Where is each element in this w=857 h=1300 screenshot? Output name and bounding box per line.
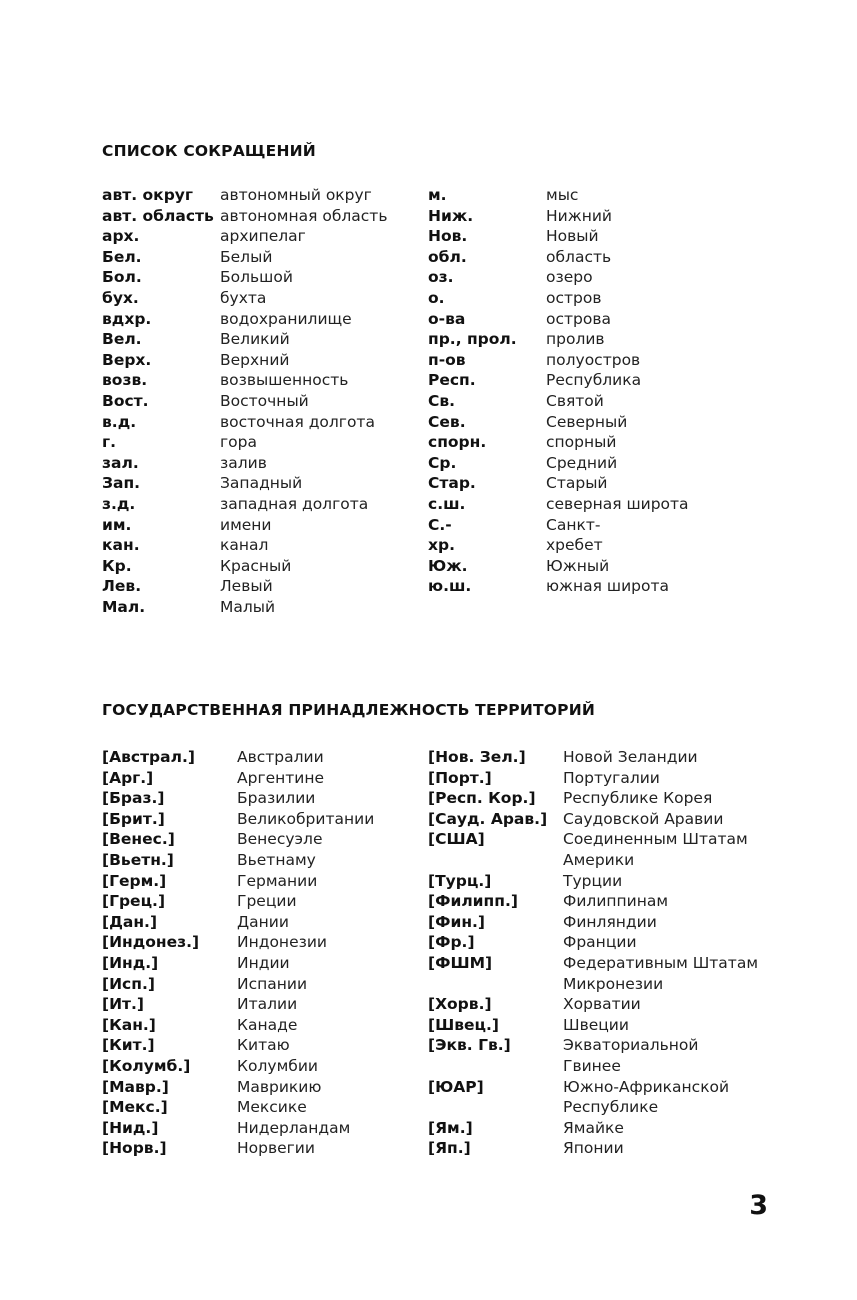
abbreviation-meaning: Экваториальной xyxy=(563,1036,699,1055)
abbreviation-meaning: Японии xyxy=(563,1139,624,1158)
abbreviation-row xyxy=(428,1138,758,1159)
abbreviation-row xyxy=(428,391,728,412)
abbreviation-term: им. xyxy=(102,515,132,534)
abbreviation-row xyxy=(428,432,728,453)
abbreviation-term: Сев. xyxy=(428,412,466,431)
abbreviation-row xyxy=(428,953,758,974)
abbreviation-meaning: остров xyxy=(546,288,602,307)
abbreviation-term: обл. xyxy=(428,247,467,266)
abbreviation-row xyxy=(428,891,758,912)
abbreviation-meaning: Хорватии xyxy=(563,995,641,1014)
abbreviation-term: [Порт.] xyxy=(428,768,492,787)
abbreviation-meaning: Филиппинам xyxy=(563,892,669,911)
abbreviation-meaning: хребет xyxy=(546,536,603,555)
abbreviation-meaning: Венесуэле xyxy=(237,830,323,849)
abbreviation-meaning: Вьетнаму xyxy=(237,850,316,869)
abbreviation-row xyxy=(102,432,402,453)
abbreviation-row xyxy=(428,871,758,892)
abbreviation-term: [Мавр.] xyxy=(102,1077,169,1096)
abbreviation-meaning: Греции xyxy=(237,892,297,911)
abbreviation-row xyxy=(102,412,402,433)
abbreviation-row xyxy=(102,309,402,330)
abbreviation-meaning: Гвинее xyxy=(563,1056,621,1075)
abbreviation-row xyxy=(102,494,402,515)
abbreviation-row xyxy=(428,288,728,309)
abbreviation-meaning: Турции xyxy=(563,871,623,890)
abbreviation-term: [Швец.] xyxy=(428,1015,500,1034)
abbreviation-row xyxy=(428,267,728,288)
abbreviation-term: [Норв.] xyxy=(102,1139,167,1158)
abbreviation-meaning: Красный xyxy=(220,556,292,575)
abbreviation-row xyxy=(102,288,402,309)
abbreviation-row xyxy=(428,556,728,577)
abbreviation-meaning: Китаю xyxy=(237,1036,290,1055)
abbreviation-row xyxy=(428,535,728,556)
abbreviation-row xyxy=(428,370,728,391)
abbreviation-term: Юж. xyxy=(428,556,468,575)
abbreviation-term: Св. xyxy=(428,391,456,410)
abbreviation-meaning: Республика xyxy=(546,371,642,390)
abbreviation-row xyxy=(428,1035,758,1056)
abbreviation-meaning: Микронезии xyxy=(563,974,664,993)
abbreviation-row xyxy=(102,1035,402,1056)
abbreviation-term: [Дан.] xyxy=(102,912,158,931)
abbreviation-meaning: Германии xyxy=(237,871,318,890)
abbreviation-row xyxy=(102,1118,402,1139)
abbreviation-term: м. xyxy=(428,186,447,204)
abbreviation-row xyxy=(428,912,758,933)
abbreviation-term: [Австрал.] xyxy=(102,748,195,766)
abbreviation-row xyxy=(102,1138,402,1159)
abbreviation-term: п-ов xyxy=(428,350,466,369)
abbreviation-meaning: Австралии xyxy=(237,748,324,766)
abbreviation-row xyxy=(428,515,728,536)
abbreviation-meaning: Левый xyxy=(220,577,273,596)
abbreviation-meaning: северная широта xyxy=(546,494,689,513)
abbreviation-term: [Колумб.] xyxy=(102,1056,191,1075)
abbreviation-meaning: Бразилии xyxy=(237,789,316,808)
abbreviation-row xyxy=(428,1056,758,1077)
abbreviation-meaning: Новой Зеландии xyxy=(563,748,698,766)
abbreviation-term: [Грец.] xyxy=(102,892,166,911)
abbreviation-row xyxy=(428,1118,758,1139)
abbreviation-row xyxy=(428,206,728,227)
territories-right-column xyxy=(428,747,758,1159)
abbreviation-row xyxy=(102,515,402,536)
abbreviation-term: Лев. xyxy=(102,577,142,596)
abbreviation-meaning: архипелаг xyxy=(220,227,306,246)
abbreviation-row xyxy=(428,768,758,789)
abbreviation-row xyxy=(102,891,402,912)
abbreviation-term: [Экв. Гв.] xyxy=(428,1036,511,1055)
abbreviation-meaning: полуостров xyxy=(546,350,641,369)
abbreviation-term: Нов. xyxy=(428,227,468,246)
abbreviation-row xyxy=(102,809,402,830)
abbreviation-meaning: Большой xyxy=(220,268,293,287)
abbreviation-row xyxy=(428,473,728,494)
abbreviation-row xyxy=(428,412,728,433)
abbreviation-meaning: Малый xyxy=(220,597,276,616)
abbreviation-term: бух. xyxy=(102,288,139,307)
abbreviation-term: Ср. xyxy=(428,453,457,472)
abbreviation-term: [США] xyxy=(428,830,485,849)
abbreviation-meaning: пролив xyxy=(546,330,605,349)
abbreviation-meaning: Франции xyxy=(563,933,637,952)
abbreviation-row xyxy=(102,453,402,474)
abbreviation-meaning: восточная долгота xyxy=(220,412,375,431)
abbreviation-row xyxy=(428,994,758,1015)
abbreviation-term: арх. xyxy=(102,227,140,246)
abbreviation-row xyxy=(102,768,402,789)
section-title-abbreviations: СПИСОК СОКРАЩЕНИЙ xyxy=(102,142,316,160)
abbreviation-meaning: Индонезии xyxy=(237,933,327,952)
abbreviation-term: [Нид.] xyxy=(102,1118,159,1137)
abbreviation-meaning: мыс xyxy=(546,186,579,204)
abbreviation-term: о. xyxy=(428,288,445,307)
abbreviation-meaning: Нижний xyxy=(546,206,612,225)
abbreviation-row xyxy=(102,267,402,288)
abbreviation-row xyxy=(102,953,402,974)
abbreviation-row xyxy=(428,226,728,247)
abbreviation-meaning: Белый xyxy=(220,247,273,266)
abbreviation-term: [Индонез.] xyxy=(102,933,200,952)
abbreviation-term: [Респ. Кор.] xyxy=(428,789,536,808)
abbreviation-row xyxy=(102,247,402,268)
abbreviation-row xyxy=(102,350,402,371)
abbreviation-row xyxy=(102,850,402,871)
abbreviation-term: возв. xyxy=(102,371,148,390)
abbreviation-meaning: острова xyxy=(546,309,611,328)
abbreviation-meaning: западная долгота xyxy=(220,494,369,513)
abbreviation-meaning: гора xyxy=(220,433,257,452)
abbreviation-row xyxy=(428,1097,758,1118)
abbreviation-meaning: Саудовской Аравии xyxy=(563,809,724,828)
abbreviation-term: [Брит.] xyxy=(102,809,165,828)
abbreviation-term: [Сауд. Арав.] xyxy=(428,809,548,828)
abbreviation-term: [Мекс.] xyxy=(102,1098,168,1117)
abbreviation-meaning: Нидерландам xyxy=(237,1118,351,1137)
abbreviation-row xyxy=(102,226,402,247)
abbreviation-row xyxy=(428,576,728,597)
abbreviation-row xyxy=(102,370,402,391)
territories-left-column xyxy=(102,747,402,1159)
abbreviation-row xyxy=(428,1015,758,1036)
abbreviation-term: вдхр. xyxy=(102,309,152,328)
abbreviation-meaning: Южный xyxy=(546,556,610,575)
abbreviation-term: пр., прол. xyxy=(428,330,517,349)
abbreviation-row xyxy=(102,829,402,850)
abbreviation-term: Бол. xyxy=(102,268,142,287)
abbreviation-term: Стар. xyxy=(428,474,476,493)
abbreviation-row xyxy=(102,912,402,933)
abbreviation-meaning: Норвегии xyxy=(237,1139,315,1158)
abbreviation-term: [Венес.] xyxy=(102,830,175,849)
abbreviation-row xyxy=(102,747,402,768)
page-number: 3 xyxy=(749,1190,768,1221)
abbreviation-term: [ФШМ] xyxy=(428,953,493,972)
abbreviation-term: с.ш. xyxy=(428,494,466,513)
abbreviation-meaning: Маврикию xyxy=(237,1077,322,1096)
abbreviation-meaning: Старый xyxy=(546,474,608,493)
abbreviation-meaning: Испании xyxy=(237,974,308,993)
abbreviation-meaning: залив xyxy=(220,453,267,472)
abbreviation-row xyxy=(428,1077,758,1098)
abbreviation-row xyxy=(428,350,728,371)
abbreviation-term: кан. xyxy=(102,536,140,555)
abbreviation-term: [Филипп.] xyxy=(428,892,518,911)
abbreviation-row xyxy=(428,453,728,474)
abbreviation-row xyxy=(102,974,402,995)
abbreviation-row xyxy=(428,850,758,871)
abbreviation-row xyxy=(102,535,402,556)
abbreviation-row xyxy=(102,391,402,412)
abbreviation-term: спорн. xyxy=(428,433,487,452)
abbreviation-term: Вост. xyxy=(102,391,149,410)
abbreviation-term: Зап. xyxy=(102,474,141,493)
abbreviation-meaning: Мексике xyxy=(237,1098,307,1117)
abbreviation-term: [Фин.] xyxy=(428,912,485,931)
abbreviation-meaning: Швеции xyxy=(563,1015,629,1034)
abbreviation-term: [Ям.] xyxy=(428,1118,473,1137)
abbreviation-meaning: спорный xyxy=(546,433,617,452)
abbreviation-row xyxy=(102,206,402,227)
abbreviation-term: в.д. xyxy=(102,412,137,431)
abbreviation-meaning: Святой xyxy=(546,391,604,410)
abbreviation-meaning: Финляндии xyxy=(563,912,657,931)
abbreviation-row xyxy=(102,871,402,892)
abbreviation-term: ю.ш. xyxy=(428,577,472,596)
abbreviation-row xyxy=(428,809,758,830)
abbreviation-term: [Вьетн.] xyxy=(102,850,174,869)
abbreviation-row xyxy=(102,185,402,206)
abbreviation-meaning: Средний xyxy=(546,453,618,472)
abbreviation-term: з.д. xyxy=(102,494,136,513)
abbreviation-term: [Герм.] xyxy=(102,871,167,890)
abbreviation-meaning: бухта xyxy=(220,288,267,307)
abbreviation-row xyxy=(102,788,402,809)
abbreviation-term: авт. округ xyxy=(102,186,194,204)
abbreviation-row xyxy=(102,932,402,953)
abbreviation-meaning: Восточный xyxy=(220,391,309,410)
abbreviation-term: [Фр.] xyxy=(428,933,475,952)
abbreviation-meaning: Великий xyxy=(220,330,290,349)
abbreviation-row xyxy=(428,185,728,206)
abbreviation-meaning: имени xyxy=(220,515,272,534)
abbreviation-row xyxy=(102,556,402,577)
abbreviation-meaning: Великобритании xyxy=(237,809,375,828)
abbreviation-row xyxy=(428,247,728,268)
abbreviation-meaning: водохранилище xyxy=(220,309,352,328)
abbreviation-meaning: Верхний xyxy=(220,350,290,369)
abbreviation-meaning: Индии xyxy=(237,953,290,972)
abbreviation-row xyxy=(428,932,758,953)
abbreviation-term: хр. xyxy=(428,536,455,555)
abbreviation-term: оз. xyxy=(428,268,454,287)
abbreviation-row xyxy=(428,309,728,330)
abbreviation-meaning: канал xyxy=(220,536,269,555)
abbreviation-meaning: Республике Корея xyxy=(563,789,713,808)
abbreviation-row xyxy=(102,994,402,1015)
abbreviation-term: [Хорв.] xyxy=(428,995,492,1014)
abbreviation-row xyxy=(102,1056,402,1077)
abbreviation-term: [Ит.] xyxy=(102,995,145,1014)
abbreviation-row xyxy=(428,829,758,850)
abbreviation-meaning: Новый xyxy=(546,227,599,246)
abbreviation-term: Бел. xyxy=(102,247,142,266)
abbreviation-term: [Браз.] xyxy=(102,789,165,808)
abbreviation-row xyxy=(102,1077,402,1098)
abbreviation-meaning: Северный xyxy=(546,412,628,431)
abbreviation-meaning: Западный xyxy=(220,474,303,493)
abbreviation-meaning: озеро xyxy=(546,268,593,287)
abbreviation-term: [ЮАР] xyxy=(428,1077,484,1096)
abbreviation-row xyxy=(428,329,728,350)
abbreviation-term: [Инд.] xyxy=(102,953,159,972)
abbreviation-term: авт. область xyxy=(102,206,214,225)
abbreviation-term: [Яп.] xyxy=(428,1139,471,1158)
abbreviation-row xyxy=(102,473,402,494)
abbreviation-meaning: автономный округ xyxy=(220,186,372,204)
abbreviation-term: Верх. xyxy=(102,350,152,369)
abbreviation-row xyxy=(102,329,402,350)
abbreviations-left-column xyxy=(102,185,402,617)
abbreviation-meaning: возвышенность xyxy=(220,371,349,390)
abbreviation-meaning: Ямайке xyxy=(563,1118,624,1137)
abbreviation-term: [Кан.] xyxy=(102,1015,156,1034)
abbreviation-term: г. xyxy=(102,433,116,452)
section-title-territories: ГОСУДАРСТВЕННАЯ ПРИНАДЛЕЖНОСТЬ ТЕРРИТОРИЙ xyxy=(102,701,596,719)
abbreviation-meaning: Канаде xyxy=(237,1015,298,1034)
abbreviation-row xyxy=(428,747,758,768)
abbreviation-term: Ниж. xyxy=(428,206,474,225)
abbreviation-meaning: Колумбии xyxy=(237,1056,318,1075)
abbreviation-meaning: Аргентине xyxy=(237,768,325,787)
abbreviation-meaning: Америки xyxy=(563,850,635,869)
abbreviation-meaning: Федеративным Штатам xyxy=(563,953,759,972)
abbreviation-meaning: Италии xyxy=(237,995,298,1014)
abbreviation-term: [Турц.] xyxy=(428,871,492,890)
abbreviations-right-column xyxy=(428,185,728,597)
abbreviation-term: Кр. xyxy=(102,556,132,575)
abbreviation-meaning: Санкт- xyxy=(546,515,601,534)
abbreviation-term: зал. xyxy=(102,453,139,472)
abbreviation-meaning: южная широта xyxy=(546,577,670,596)
abbreviation-meaning: область xyxy=(546,247,612,266)
abbreviation-term: Мал. xyxy=(102,597,146,616)
abbreviation-term: С.- xyxy=(428,515,452,534)
abbreviation-row xyxy=(428,974,758,995)
abbreviation-row xyxy=(102,1015,402,1036)
abbreviation-term: [Нов. Зел.] xyxy=(428,748,526,766)
abbreviation-term: Вел. xyxy=(102,330,142,349)
abbreviation-row xyxy=(102,597,402,618)
abbreviation-meaning: Португалии xyxy=(563,768,660,787)
abbreviation-meaning: Республике xyxy=(563,1098,659,1117)
abbreviation-term: о-ва xyxy=(428,309,466,328)
abbreviation-row xyxy=(102,1097,402,1118)
abbreviation-meaning: Южно-Африканской xyxy=(563,1077,730,1096)
abbreviation-row xyxy=(102,576,402,597)
abbreviation-term: [Кит.] xyxy=(102,1036,155,1055)
abbreviation-meaning: автономная область xyxy=(220,206,388,225)
abbreviation-meaning: Дании xyxy=(237,912,289,931)
abbreviation-row xyxy=(428,494,728,515)
abbreviation-term: Респ. xyxy=(428,371,476,390)
abbreviation-row xyxy=(428,788,758,809)
abbreviation-meaning: Соединенным Штатам xyxy=(563,830,748,849)
abbreviation-term: [Арг.] xyxy=(102,768,154,787)
abbreviation-term: [Исп.] xyxy=(102,974,155,993)
